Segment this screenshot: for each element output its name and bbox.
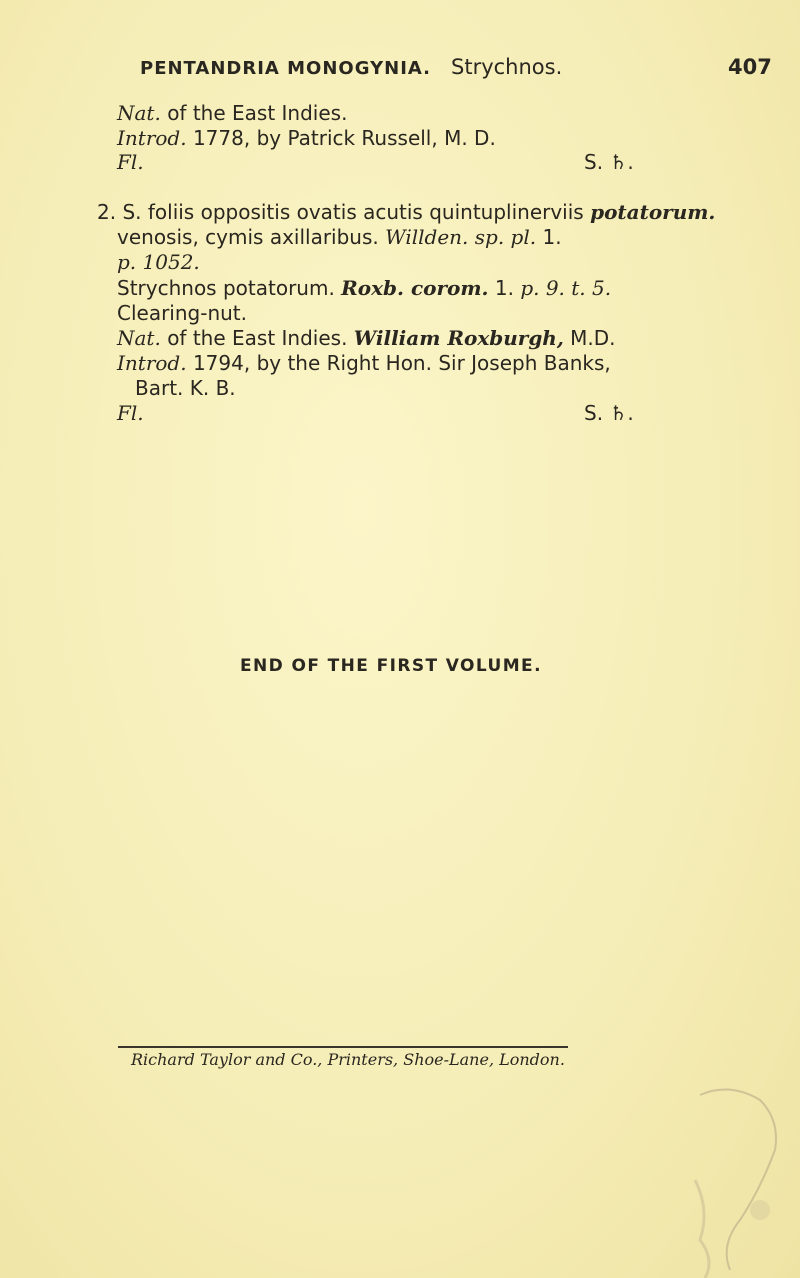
entry1-native [117,101,347,125]
running-title-class: PENTANDRIA [140,58,280,79]
reference-volume: 1. [542,225,562,249]
entry-number: 2. [97,200,117,224]
nat-label: Nat. [117,326,161,350]
entry2-line2 [117,225,562,249]
entry1-flowering [117,150,144,174]
running-genus: Strychnos. [451,55,563,79]
nat-label: Nat. [117,101,161,125]
entry2-habit: S. ♄. [584,401,634,425]
nat-person: William Roxburgh, [353,326,564,350]
running-title-order: MONOGYNIA. [287,58,431,79]
paper-stain [680,1080,800,1278]
entry1-introduced [117,126,496,150]
entry2-flowering [117,401,144,425]
entry2-line4 [117,276,611,300]
introd-label: Introd. [117,351,187,375]
synonym-volume: 1. [494,276,514,300]
synonym-reference: Roxb. corom. [341,276,489,300]
entry2-line3: p. 1052. [117,250,200,274]
imprint-rule [118,1046,568,1048]
introd-text: 1778, by Patrick Russell, M. D. [192,126,496,150]
diagnosis-line2: venosis, cymis axillaribus. [117,225,379,249]
synonym: Strychnos potatorum. [117,276,335,300]
nat-text: of the East Indies. [167,326,348,350]
fl-label: Fl. [117,150,144,174]
entry2-native [117,326,616,350]
printer-imprint: Richard Taylor and Co., Printers, Shoe-Lane, London. [131,1050,565,1069]
introd-text: 1794, by the Right Hon. Sir Joseph Banks, [192,351,611,375]
entry2-introduced-cont: Bart. K. B. [135,376,236,400]
introd-label: Introd. [117,126,187,150]
entry1-habit: S. ♄. [584,150,634,174]
diagnosis-line1: S. foliis oppositis ovatis acutis quintuplinerviis [122,200,584,224]
entry2-line1 [97,200,715,224]
nat-degree: M.D. [570,326,616,350]
fl-label: Fl. [117,401,144,425]
reference-work: sp. pl. [474,225,537,249]
entry2-introduced [117,351,611,375]
entry2-common-name: Clearing-nut. [117,301,247,325]
running-title [140,58,431,79]
species-name: potatorum. [590,200,716,224]
page-number: 407 [728,55,772,79]
nat-text: of the East Indies. [167,101,348,125]
reference-author: Willden. [385,225,469,249]
synonym-page: p. 9. t. 5. [520,276,612,300]
end-of-volume: END OF THE FIRST VOLUME. [240,656,542,676]
